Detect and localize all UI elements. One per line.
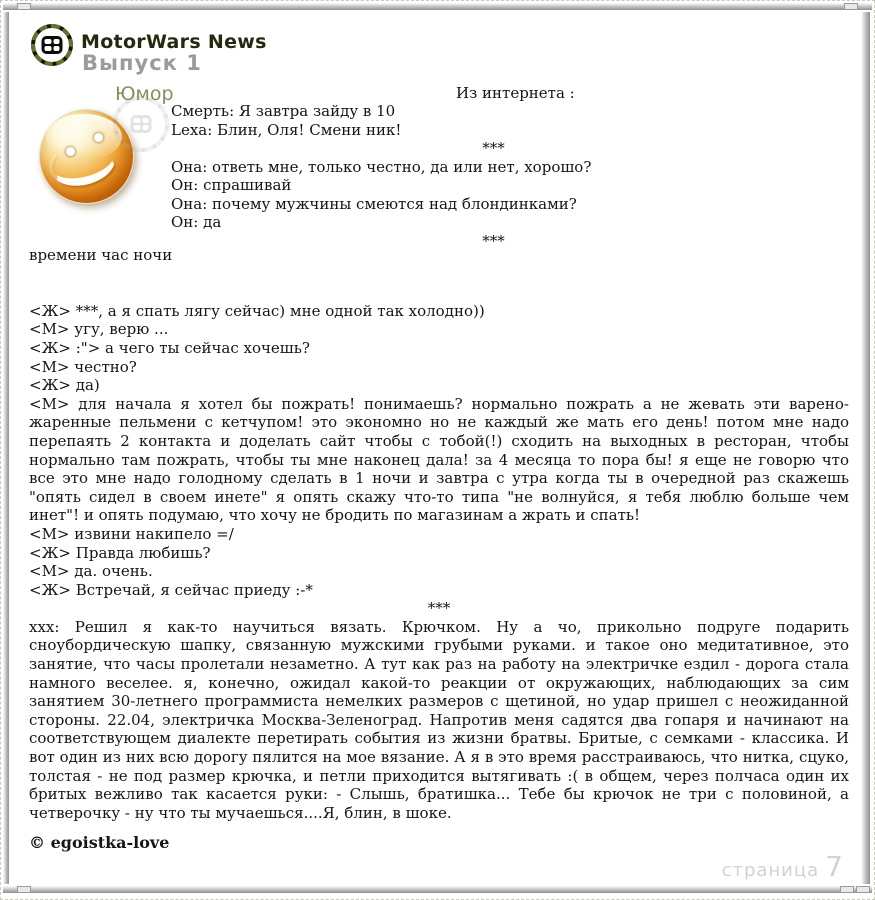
bottom-scrollbar-thumb[interactable] xyxy=(17,886,31,893)
issue-number: Выпуск 1 xyxy=(82,51,202,75)
page-number: 7 xyxy=(825,850,844,883)
newsletter-title: MotorWars News xyxy=(81,31,267,53)
logo-grid-icon xyxy=(42,36,63,54)
motorwars-logo-icon xyxy=(31,24,73,66)
chat-line: <Ж> :"> а чего ты сейчас хочешь? xyxy=(29,338,310,357)
main-text-block xyxy=(29,246,849,853)
chat-line: <Ж> Правда любишь? xyxy=(29,543,211,562)
separator: *** xyxy=(482,139,505,157)
separator: *** xyxy=(482,231,505,250)
top-scrollbar[interactable] xyxy=(3,3,872,10)
author-signature: © egoistka-love xyxy=(29,833,170,853)
joke-line: Она: почему мужчины смеются над блондинками? xyxy=(171,194,577,213)
chat-line: <М> извини накипело =/ xyxy=(29,524,234,543)
joke-line: Она: ответь мне, только честно, да или нет, хорошо? xyxy=(171,157,592,176)
chat-line: <Ж> да) xyxy=(29,376,100,395)
page-label: страница xyxy=(721,860,820,881)
bottom-scrollbar-button[interactable] xyxy=(840,886,854,893)
rant-paragraph: <М> для начала я хотел бы пожрать! понимаешь? нормально пожрать а не жевать эти варено-жаренные пельмени с кетчупом! это экономно но не каждый же мать его день! потом мне надо перепаять 2 контакта и доделать сайт чтобы с тобой(!) сходить на выходных в ресторан, чтобы нормально там пожрать, чтобы ты мне наконец дала! за 4 месяца то пора бы! я еще не говорю что все это мне надо голодному сделать в 1 ночи и завтра с утра когда ты в очередной раз скажешь "опять сидел в своем инете" я опять скажу что-то типа "не волнуйся, я тебя люблю больше чем инет"! и опять подумаю, что хочу не бродить по магазинам а жрать и спать! xyxy=(29,394,849,525)
left-scrollbar[interactable] xyxy=(3,12,9,884)
joke-line: Он: спрашивай xyxy=(171,176,292,194)
blank-line xyxy=(29,283,849,302)
joke-line: Lexa: Блин, Оля! Смени ник! xyxy=(171,120,402,139)
blank-line xyxy=(29,265,849,284)
chat-line: <М> честно? xyxy=(29,357,137,376)
separator: *** xyxy=(427,599,451,618)
knitting-story-paragraph: xxx: Решил я как-то научиться вязать. Крючком. Ну а чо, прикольно подруге подарить сноубордическую шапку, связанную мужскими грубыми руками. и такое оно медитативное, это занятие, что часы пролетали незаметно. А тут как раз на работу на электричке ездил - дорога стала намного веселее. я, конечно, ожидал какой-то реакции от окружающих, наблюдающих за сим занятием 30-летнего программиста немелких размеров с щетиной, но удар пришел с неожиданной стороны. 22.04, электричка Москва-Зеленоград. Напротив меня садятся два гопаря и начинают на соответствующем диалекте перетирать события из жизни братвы. Бритые, с семками - классика. И вот один из них всю дорогу пялится на мое вязание. А я в это время расстраиваюсь, что нитка, сцуко, толстая - не под размер крючка, и петли приходится вытягивать :( в общем, через полчаса один их бритых вежливо так касается руки: - Слышь, братишка... Тебе бы крючок не три с половиной, а четверочку - ну что ты мучаешься....Я, блин, в шоке. xyxy=(29,617,849,822)
bottom-scrollbar[interactable] xyxy=(3,886,872,893)
chat-line: <Ж> ***, а я спать лягу сейчас) мне одной так холодно)) xyxy=(29,301,485,320)
top-scrollbar-button[interactable] xyxy=(844,3,858,10)
jokes-block xyxy=(171,102,816,250)
joke-line: Он: да xyxy=(171,213,222,231)
joke-line: Смерть: Я завтра зайду в 10 xyxy=(171,102,396,120)
chat-intro-line: времени час ночи xyxy=(29,246,173,264)
bottom-scrollbar-button2[interactable] xyxy=(856,886,870,893)
chat-line: <М> да. очень. xyxy=(29,562,153,581)
chat-line: <М> угу, верю ... xyxy=(29,320,169,339)
page-footer xyxy=(722,850,844,883)
chat-line: <Ж> Встречай, я сейчас приеду :-* xyxy=(29,580,313,599)
section-title: Юмор xyxy=(115,83,174,105)
top-scrollbar-thumb[interactable] xyxy=(17,3,31,10)
internet-quotes-heading: Из интернета : xyxy=(456,84,575,102)
right-scrollbar[interactable] xyxy=(861,12,870,884)
